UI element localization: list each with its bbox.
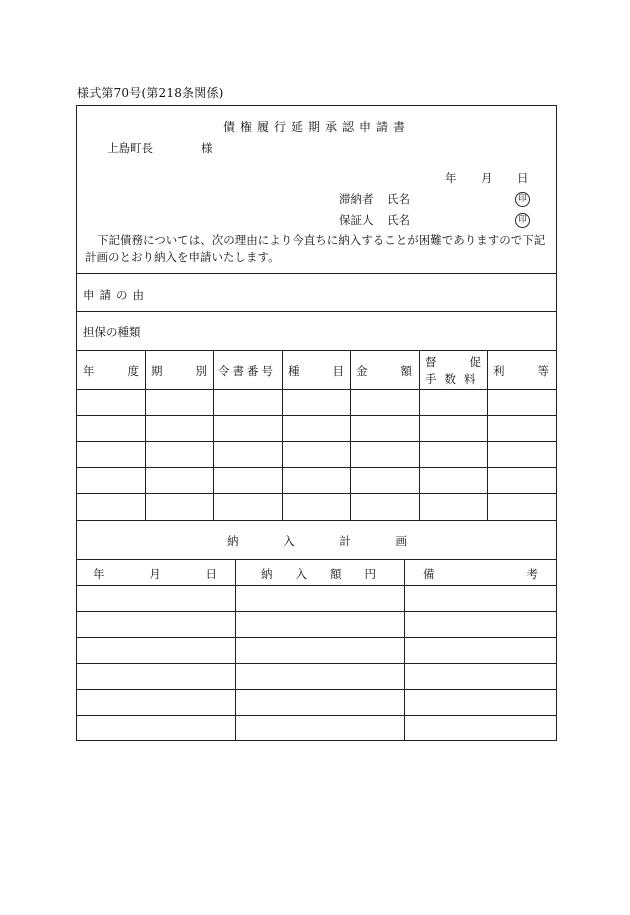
payment-plan-title-char: 入: [283, 534, 295, 548]
header-item: 種 目: [288, 364, 344, 378]
addressee-name: 上島町長: [107, 141, 153, 155]
form-title: 債権履行延期承認申請書: [222, 120, 410, 134]
header-reminder-fee-line2: 手数料: [425, 372, 484, 386]
header-reminder-fee-line1: 督 促: [425, 355, 481, 369]
payment-plan-title: [227, 533, 407, 549]
header-period: 期 別: [151, 364, 207, 378]
payment-plan-title-char: 計: [339, 534, 351, 548]
header-interest: 利 等: [493, 364, 549, 378]
header-year: 年 度: [83, 364, 139, 378]
guarantor-seal-icon: 印: [515, 213, 530, 228]
addressee: [107, 140, 213, 156]
date-day-label: 日: [517, 171, 529, 185]
delinquent-role: 滞納者: [339, 192, 374, 206]
plan-header-amount: 納 入 額 円: [261, 567, 376, 581]
plan-header-remarks: 備 考: [423, 567, 538, 581]
delinquent-name-label: 氏名: [387, 192, 410, 206]
payment-plan-title-char: 納: [227, 534, 239, 548]
date-month-label: 月: [481, 171, 493, 185]
guarantor-name-label: 氏名: [387, 213, 410, 227]
request-body-text: 下記債務については、次の理由により今直ちに納入することが困難でありますので下記計画のとおり納入を申請いたします。: [85, 233, 546, 264]
form-number-label: 様式第70号(第218条関係): [77, 86, 224, 100]
payment-plan-title-char: 画: [395, 534, 407, 548]
reason-label: 申請の由: [83, 288, 149, 302]
collateral-label: 担保の種類: [83, 325, 141, 339]
header-amount: 金 額: [356, 364, 412, 378]
date-year-label: 年: [445, 171, 457, 185]
plan-header-date: 年 月 日: [93, 567, 217, 581]
guarantor-role: 保証人: [339, 213, 374, 227]
header-notice-number: 令書番号: [218, 364, 276, 378]
application-form: [76, 105, 557, 741]
addressee-honorific: 様: [201, 141, 213, 155]
delinquent-seal-icon: 印: [515, 192, 530, 207]
